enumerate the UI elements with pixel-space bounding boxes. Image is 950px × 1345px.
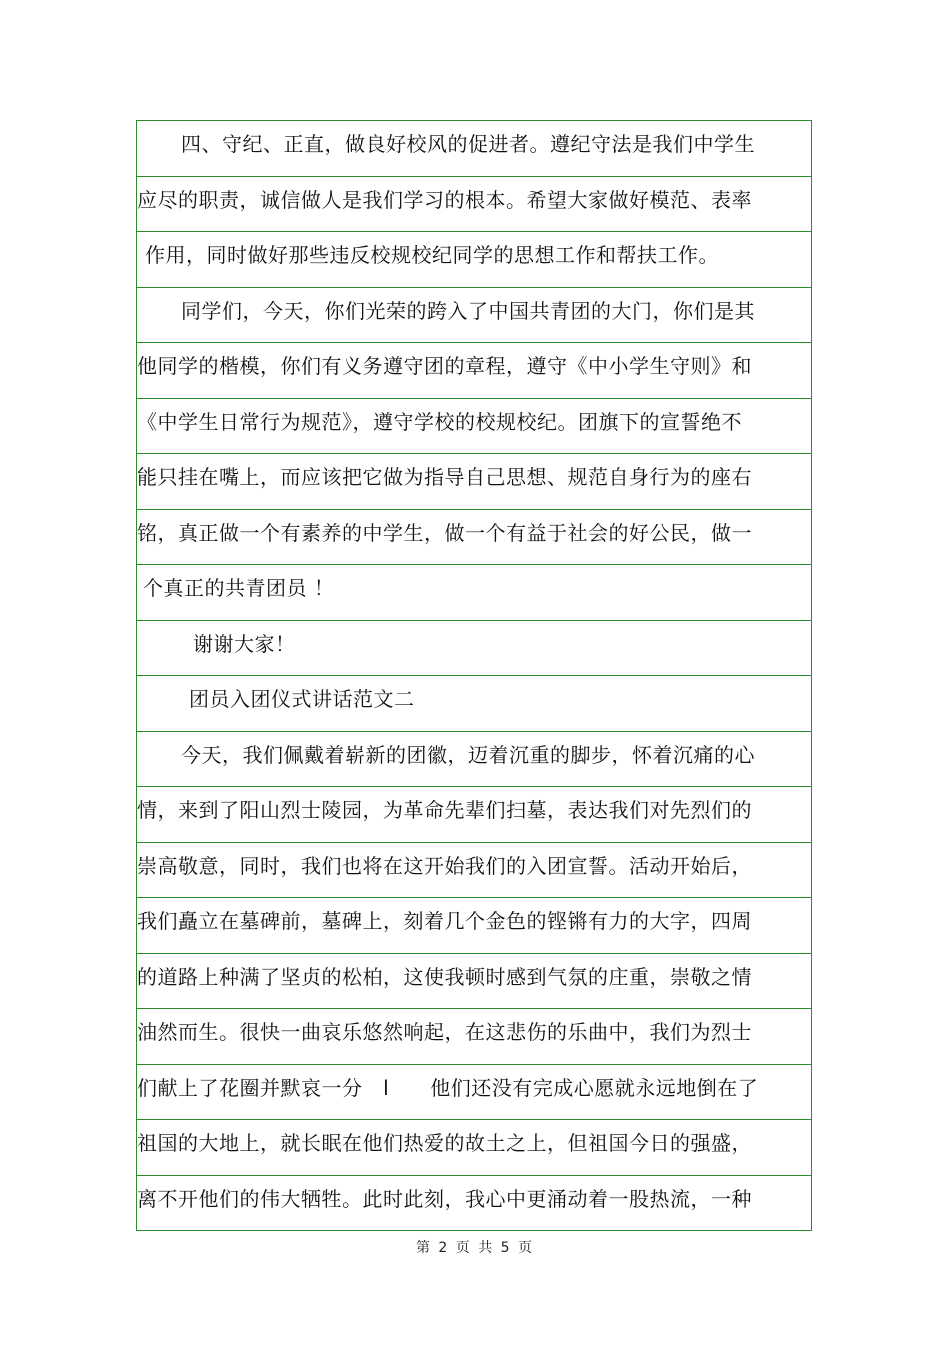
document-line-text: 应尽的职责，诚信做人是我们学习的根本。希望大家做好模范、表率 — [137, 187, 752, 212]
page-number-footer: 第 2 页 共 5 页 — [415, 1240, 535, 1256]
document-line — [137, 676, 811, 732]
ruled-text-box — [136, 120, 812, 1231]
document-line-text: 能只挂在嘴上，而应该把它做为指导自己思想、规范自身行为的座右 — [137, 465, 752, 489]
document-line — [137, 1009, 811, 1065]
document-line-text: 谢谢大家！ — [193, 631, 296, 656]
document-line — [137, 565, 811, 621]
document-line — [137, 399, 811, 455]
document-line-text: 油然而生。很快一曲哀乐悠然响起，在这悲伤的乐曲中，我们为烈士 — [137, 1020, 752, 1044]
document-line — [137, 510, 811, 566]
document-line-text: 铭，真正做一个有素养的中学生，做一个有益于社会的好公民，做一 — [137, 520, 752, 545]
document-line-text: 个真正的共青团员 ！ — [143, 576, 335, 600]
document-line-text: 离不开他们的伟大牺牲。此时此刻，我心中更涌动着一股热流，一种 — [137, 1186, 752, 1211]
document-line — [137, 787, 811, 843]
document-line — [137, 621, 811, 677]
document-line — [137, 1120, 811, 1176]
document-line-text: 今天，我们佩戴着崭新的团徽，迈着沉重的脚步，怀着沉痛的心 — [181, 742, 755, 767]
document-line-text: 《中学生日常行为规范》，遵守学校的校规校纪。团旗下的宣誓绝不 — [137, 409, 742, 434]
document-line — [137, 1065, 811, 1121]
document-line-text: 祖国的大地上，就长眠在他们热爱的故土之上，但祖国今日的强盛， — [137, 1131, 752, 1155]
document-line — [137, 1176, 811, 1232]
document-line-text: 他同学的楷模，你们有义务遵守团的章程，遵守《中小学生守则》和 — [137, 354, 752, 378]
document-line-text: 崇高敬意，同时，我们也将在这开始我们的入团宣誓。活动开始后， — [137, 853, 752, 878]
document-line-text: 四、守纪、正直，做良好校风的促进者。遵纪守法是我们中学生 — [181, 132, 755, 156]
document-line — [137, 177, 811, 233]
document-line — [137, 454, 811, 510]
document-line — [137, 898, 811, 954]
document-line-text: 作用，同时做好那些违反校规校纪同学的思想工作和帮扶工作。 — [145, 243, 719, 267]
document-line-text: 同学们，今天，你们光荣的跨入了中国共青团的大门，你们是其 — [181, 298, 755, 323]
document-line-text: 的道路上种满了坚贞的松柏，这使我顿时感到气氛的庄重，崇敬之情 — [137, 964, 752, 989]
document-line — [137, 232, 811, 288]
document-line — [137, 343, 811, 399]
document-line — [137, 732, 811, 788]
document-line-text: 情，来到了阳山烈士陵园，为革命先辈们扫墓，表达我们对先烈们的 — [137, 798, 752, 822]
document-line-text: 们献上了花圈并默哀一分 l 他们还没有完成心愿就永远地倒在了 — [137, 1075, 759, 1100]
document-line-text: 我们矗立在墓碑前，墓碑上，刻着几个金色的铿锵有力的大字，四周 — [137, 909, 752, 933]
document-line — [137, 843, 811, 899]
document-line — [137, 954, 811, 1010]
document-line — [137, 288, 811, 344]
document-line — [137, 121, 811, 177]
document-line-text: 团员入团仪式讲话范文二 — [189, 687, 415, 711]
